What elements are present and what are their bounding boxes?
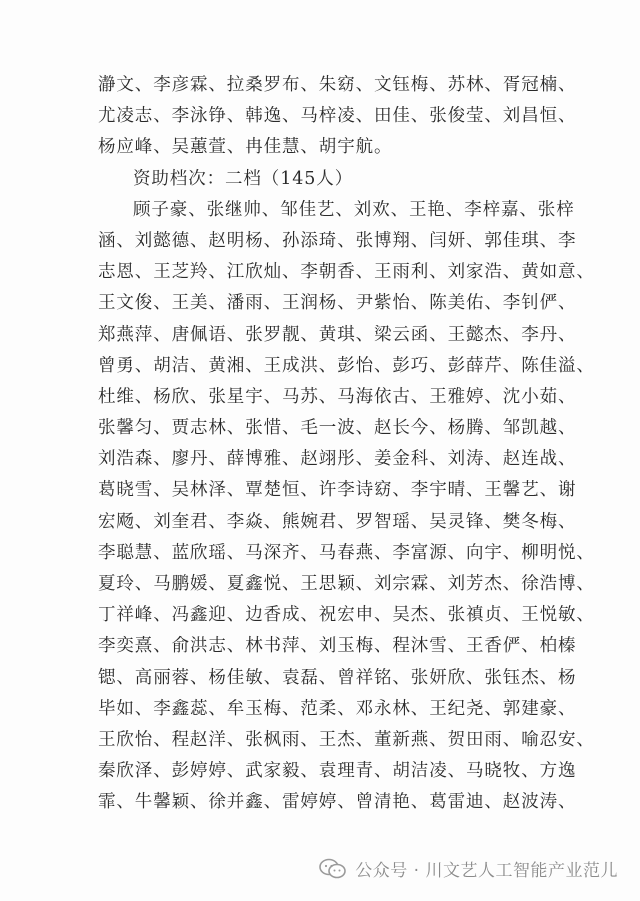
- section-heading: 资助档次：二档（145人）: [133, 168, 354, 189]
- text-line: 尤凌志、李泳铮、韩逸、马梓凌、田佳、张俊莹、刘昌恒、: [98, 106, 577, 127]
- text-line: 瀞文、李彦霖、拉桑罗布、朱窈、文钰梅、苏林、胥冠楠、: [98, 75, 577, 95]
- text-line: 李奕熹、俞洪志、林书萍、刘玉梅、程沐雪、王香俨、柏榛: [98, 636, 577, 657]
- watermark: [319, 856, 618, 881]
- text-line: 霏、牛馨颖、徐并鑫、雷婷婷、曾清艳、葛雷迪、赵波涛、: [98, 792, 577, 813]
- text-line: 郑燕萍、唐佩语、张罗靓、黄琪、梁云函、王懿杰、李丹、: [98, 324, 577, 345]
- text-line: 杜维、杨欣、张星宇、马苏、马海依古、王雅婷、沈小茹、: [98, 386, 577, 407]
- text-line: 宏飏、刘奎君、李焱、熊婉君、罗智瑶、吴灵锋、樊冬梅、: [98, 511, 577, 532]
- text-line: 葛晓雪、吴林泽、覃楚恒、许李诗窈、李宇晴、王馨艺、谢: [98, 480, 577, 501]
- text-line: 顾子豪、张继帅、邹佳艺、刘欢、王艳、李梓嘉、张梓: [133, 199, 575, 220]
- text-line: 李聪慧、蓝欣瑶、马深齐、马春燕、李富源、向宇、柳明悦、: [98, 542, 595, 563]
- text-line: 夏玲、马鹏媛、夏鑫悦、王思颖、刘宗霖、刘芳杰、徐浩博、: [98, 574, 595, 594]
- text-line: 丁祥峰、冯鑫迎、边香成、祝宏申、吴杰、张禛贞、王悦敏、: [98, 605, 595, 626]
- text-line: 曾勇、胡洁、黄湘、王成洪、彭怡、彭巧、彭薛芹、陈佳溢、: [98, 355, 595, 376]
- text-line: 张馨匀、贾志林、张惜、毛一波、赵长今、杨腾、邹凯越、: [98, 418, 577, 439]
- text-line: 杨应峰、吴蕙萱、冉佳慧、胡宇航。: [98, 137, 393, 158]
- text-line: 志恩、王芝羚、江欣灿、李朝香、王雨利、刘家浩、黄如意、: [98, 262, 595, 283]
- text-line: 涵、刘懿德、赵明杨、孙添琦、张博翔、闫妍、郭佳琪、李: [98, 230, 577, 251]
- document-body: [98, 70, 595, 819]
- watermark-text: 公众号 · 川文艺人工智能产业范儿: [355, 861, 618, 881]
- text-line: 王文俊、王美、潘雨、王润杨、尹紫怡、陈美佑、李钊俨、: [98, 293, 577, 314]
- text-line: 毕如、李鑫蕊、牟玉梅、范柔、邓永林、王纪尧、郭建豪、: [98, 698, 577, 719]
- wechat-official-account-icon: [319, 858, 347, 880]
- text-line: 锶、高丽蓉、杨佳敏、袁磊、曾祥铭、张妍欣、张钰杰、杨: [98, 667, 577, 688]
- text-line: 秦欣泽、彭婷婷、武家毅、袁理青、胡洁凌、马晓牧、方逸: [98, 761, 577, 782]
- text-line: 王欣怡、程赵洋、张枫雨、王杰、董新燕、贺田雨、喻忍安、: [98, 729, 595, 750]
- text-line: 刘浩森、廖丹、薛博雅、赵翊彤、姜金科、刘涛、赵连战、: [98, 449, 577, 470]
